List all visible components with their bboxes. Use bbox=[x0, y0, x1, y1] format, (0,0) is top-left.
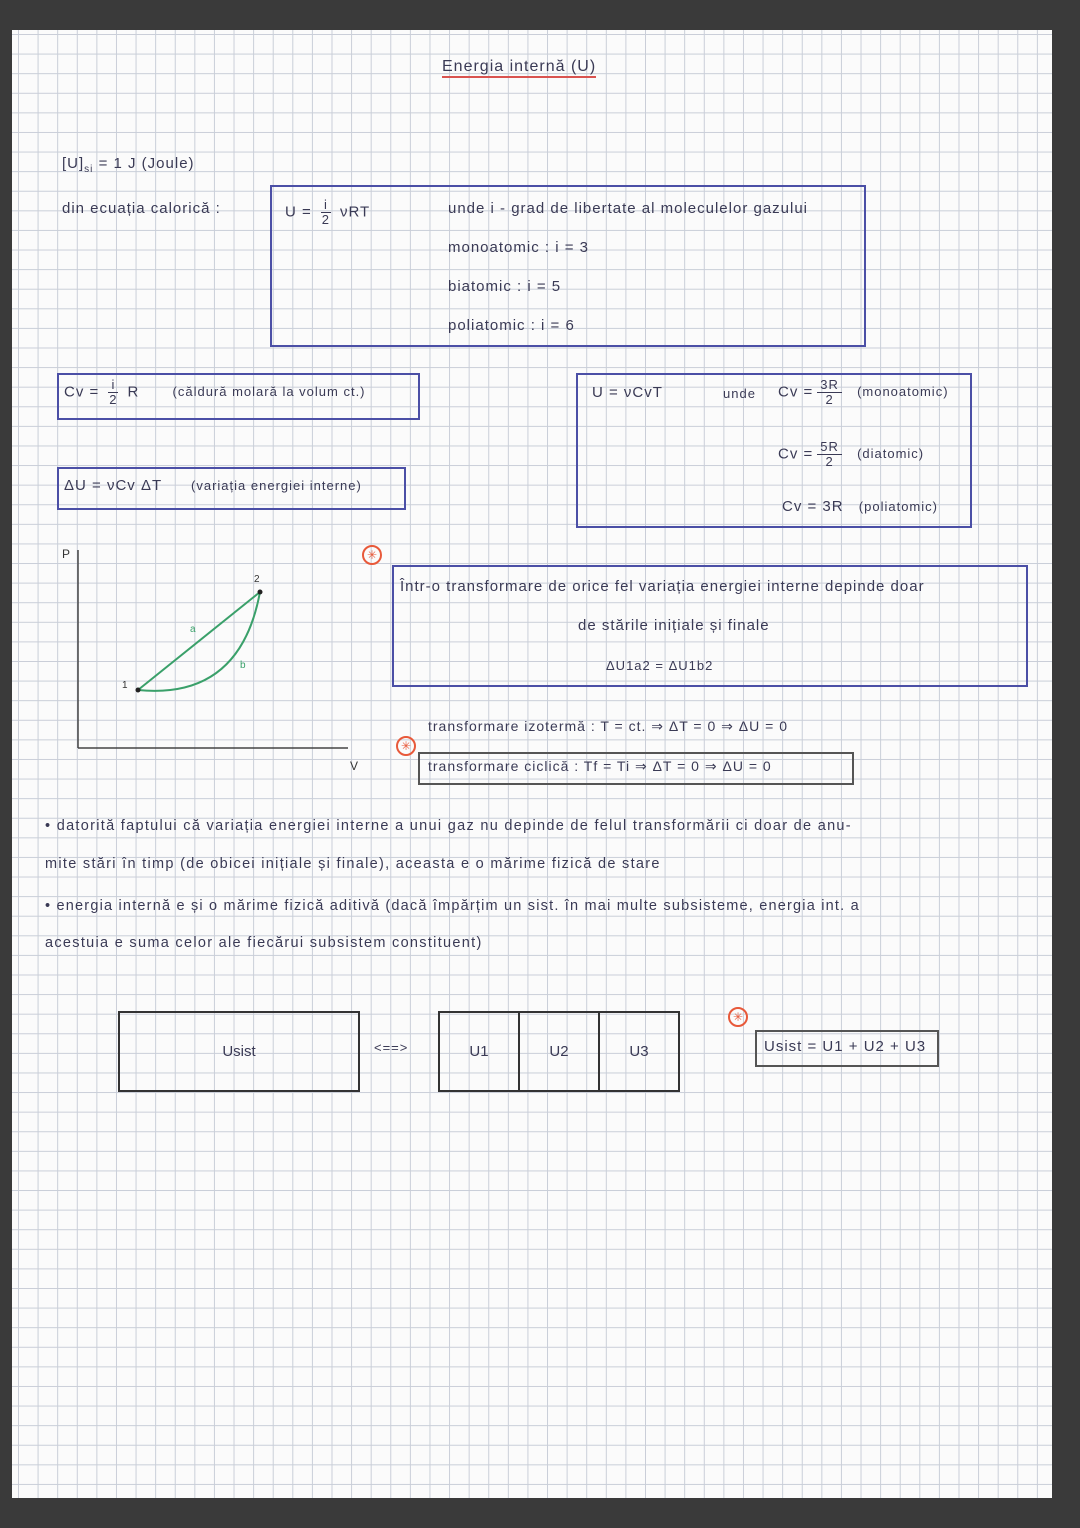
box1-line: unde i - grad de libertate al moleculelor gazului bbox=[448, 200, 809, 217]
cv-formula bbox=[64, 378, 366, 407]
asterisk-icon: ✳ bbox=[362, 545, 382, 565]
unde-label: unde bbox=[723, 386, 756, 401]
path-a-line bbox=[138, 592, 260, 690]
cv-row bbox=[778, 440, 924, 469]
sum-formula: Usist = U1 + U2 + U3 bbox=[764, 1038, 927, 1055]
cv-rhs: R bbox=[127, 383, 140, 401]
formula-lhs: U = bbox=[285, 203, 312, 221]
u-formula: U = νCvT bbox=[592, 384, 663, 401]
unit-rhs: = 1 J (Joule) bbox=[98, 155, 195, 172]
cv-row bbox=[782, 498, 938, 515]
path-a-label: a bbox=[190, 624, 196, 635]
pv-graph bbox=[50, 540, 370, 780]
asterisk-icon: ✳ bbox=[396, 736, 416, 756]
part-label: U1 bbox=[469, 1043, 489, 1060]
statement-eq: ΔU1a2 = ΔU1b2 bbox=[606, 658, 714, 673]
point-1 bbox=[136, 688, 141, 693]
denominator: 2 bbox=[825, 392, 834, 407]
whole-label: Usist bbox=[222, 1043, 256, 1060]
fraction bbox=[108, 378, 118, 407]
delta-u-formula bbox=[64, 477, 362, 494]
unit-lhs: [U] bbox=[62, 155, 85, 172]
cv-lhs: Cv = bbox=[778, 445, 814, 463]
isothermal-line: transformare izotermă : T = ct. ⇒ ΔT = 0 ⇒ ΔU = 0 bbox=[428, 718, 788, 734]
caloric-label: din ecuația calorică : bbox=[62, 200, 221, 217]
paragraph-line: mite stări în timp (de obicei inițiale și finale), aceasta e o mărime fizică de stare bbox=[45, 856, 661, 872]
part-label: U3 bbox=[629, 1043, 649, 1060]
statement-line2: de stările inițiale și finale bbox=[578, 617, 770, 634]
paragraph-line: • datorită faptului că variația energiei interne a unui gaz nu depinde de felul transformării ci doar de anu- bbox=[45, 818, 852, 834]
box1-line: monoatomic : i = 3 bbox=[448, 239, 589, 256]
cv-note: (diatomic) bbox=[857, 446, 925, 462]
box1-line: biatomic : i = 5 bbox=[448, 278, 562, 295]
equivalence-arrow: <==> bbox=[374, 1040, 409, 1055]
cv-lhs: Cv = bbox=[778, 383, 814, 401]
p-label: P bbox=[62, 547, 71, 561]
du-note: (variația energiei interne) bbox=[191, 478, 362, 493]
path-b-label: b bbox=[240, 660, 246, 671]
paragraph-line: • energia internă e și o mărime fizică aditivă (dacă împărțim un sist. în mai multe subsisteme, energia int. a bbox=[45, 898, 860, 914]
page-title: Energia internă (U) bbox=[442, 58, 596, 78]
subsystem-box bbox=[598, 1011, 680, 1092]
unit-line bbox=[62, 155, 195, 175]
numerator: i bbox=[321, 198, 331, 213]
cyclic-line: transformare ciclică : Tf = Ti ⇒ ΔT = 0 ⇒ ΔU = 0 bbox=[428, 758, 772, 774]
fraction bbox=[321, 198, 331, 227]
whole-system-box bbox=[118, 1011, 360, 1092]
subsystem-box bbox=[518, 1011, 600, 1092]
denominator: 2 bbox=[109, 392, 118, 407]
formula-rhs: νRT bbox=[340, 203, 371, 221]
numerator: 3R bbox=[817, 378, 842, 393]
cv-note: (căldură molară la volum ct.) bbox=[172, 384, 366, 400]
numerator: i bbox=[108, 378, 118, 393]
v-label: V bbox=[350, 759, 359, 773]
cv-row bbox=[778, 378, 949, 407]
caloric-formula bbox=[285, 198, 370, 227]
denominator: 2 bbox=[321, 212, 330, 227]
cv-lhs: Cv = bbox=[64, 383, 100, 401]
point-2-label: 2 bbox=[254, 574, 260, 585]
subsystem-box bbox=[438, 1011, 520, 1092]
fraction bbox=[817, 440, 842, 469]
paragraph-line: acestuia e suma celor ale fiecărui subsistem constituent) bbox=[45, 935, 483, 951]
point-2 bbox=[258, 590, 263, 595]
cv-note: (monoatomic) bbox=[857, 384, 949, 400]
point-1-label: 1 bbox=[122, 680, 128, 691]
denominator: 2 bbox=[825, 454, 834, 469]
cv-note: (poliatomic) bbox=[858, 499, 938, 514]
unit-sub: si bbox=[84, 164, 94, 175]
fraction bbox=[817, 378, 842, 407]
numerator: 5R bbox=[817, 440, 842, 455]
statement-line1: Într-o transformare de orice fel variația energiei interne depinde doar bbox=[400, 578, 925, 595]
du-formula: ΔU = νCv ΔT bbox=[64, 477, 162, 494]
part-label: U2 bbox=[549, 1043, 569, 1060]
cv-lhs: Cv = 3R bbox=[782, 498, 844, 515]
box1-line: poliatomic : i = 6 bbox=[448, 317, 575, 334]
asterisk-icon: ✳ bbox=[728, 1007, 748, 1027]
